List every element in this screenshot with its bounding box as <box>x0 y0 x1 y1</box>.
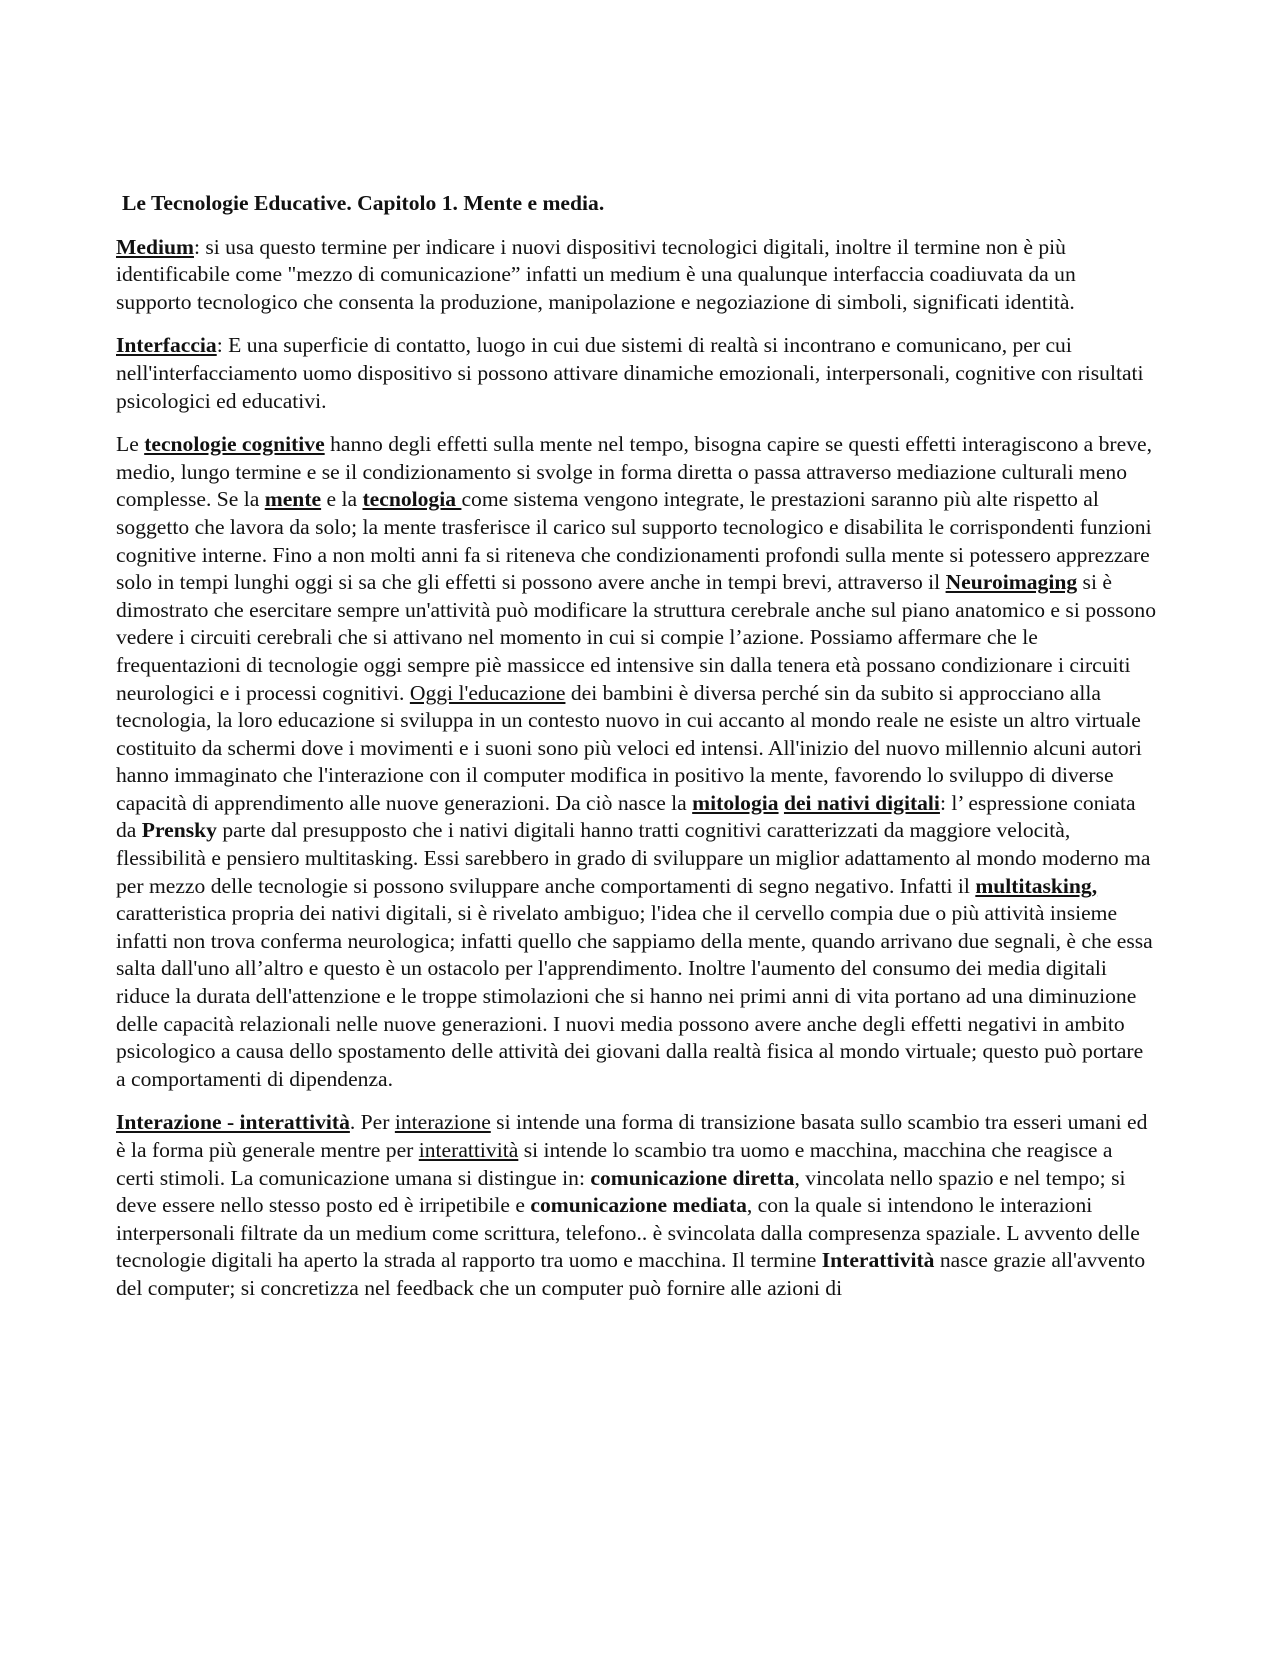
paragraph-text: nasce grazie all'avvento del computer; si concretizza nel feedback che un computer può fornire alle azioni di <box>116 1248 1146 1300</box>
paragraph-text: dei bambini è diversa perché sin da subito si approcciano alla tecnologia, la loro educazione si sviluppa in un contesto nuovo in cui accanto al mondo reale ne esiste un altro virtuale costituito da schermi dove i movimenti e i suoni sono più veloci ed intensi. All'inizio del nuovo millennio alcuni autori hanno immaginato che l'interazione con il computer modifica in positivo la mente, favorendo lo sviluppo di diverse capacità di apprendimento alle nuove generazioni. Da ciò nasce la <box>116 680 1142 815</box>
paragraph-text: : si usa questo termine per indicare i nuovi dispositivi tecnologici digitali, inoltre il termine non è più identificabile come "mezzo di comunicazione” infatti un medium è una qualunque interfaccia coadiuvata da un supporto tecnologico che consenta la produzione, manipolazione e negoziazione di simboli, significati identità. <box>116 234 1076 314</box>
paragraph-text: Le <box>116 432 145 457</box>
term-medium: Medium <box>116 234 194 259</box>
term-neuroimaging: Neuroimaging <box>945 570 1078 595</box>
term-interattivita: Interattività <box>821 1248 935 1273</box>
paragraph-interfaccia <box>116 332 1156 415</box>
paragraph-text: , con la quale si intendono le interazioni interpersonali filtrate da un medium come scrittura, telefono.. è svincolata dalla compresenza spaziale. L avvento delle tecnologie digitali ha aperto la strada al rapporto tra uomo e macchina. Il termine <box>116 1193 1140 1273</box>
paragraph-text: e la <box>321 487 363 512</box>
paragraph-text: si intende una forma di transizione basata sullo scambio tra esseri umani ed è la forma più generale mentre per <box>116 1110 1148 1162</box>
term-nativi-digitali: dei nativi digitali <box>783 790 940 815</box>
term-comunicazione-mediata: comunicazione mediata <box>530 1193 747 1218</box>
term-tecnologia: tecnologia <box>362 487 462 512</box>
paragraph-interazione <box>116 1109 1156 1302</box>
paragraph-medium <box>116 234 1156 317</box>
term-mente: mente <box>264 487 322 512</box>
paragraph-text: : E una superficie di contatto, luogo in cui due sistemi di realtà si incontrano e comunicano, per cui nell'interfacciamento uomo dispositivo si possono attivare dinamiche emozionali, interpersonali, cognitive con risultati psicologici ed educativi. <box>116 333 1144 413</box>
paragraph-text: . Per <box>349 1110 395 1135</box>
paragraph-text: : l’ espressione coniata da <box>116 790 1136 843</box>
document-page <box>116 190 1156 1319</box>
paragraph-text: come sistema vengono integrate, le prestazioni saranno più alte rispetto al soggetto che lavora da solo; la mente trasferisce il carico sul supporto tecnologico e disabilita le corrispondenti funzioni cognitive interne. Fino a non molti anni fa si riteneva che condizionamenti profondi sulla mente si potessero apprezzare solo in tempi lunghi oggi si sa che gli effetti si possono avere anche in tempi brevi, attraverso il <box>116 487 1152 595</box>
paragraph-text: si è dimostrato che esercitare sempre un'attività può modificare la struttura cerebrale anche sul piano anatomico e si possono vedere i circuiti cerebrali che si attivano nel momento in cui si compie l’azione. Possiamo affermare che le frequentazioni di tecnologie oggi sempre piè massicce ed intensive sin dalla tenera età possano condizionare i circuiti neurologici e i processi cognitivi. <box>116 570 1157 705</box>
paragraph-text: , vincolata nello spazio e nel tempo; si deve essere nello stesso posto ed è irripetibile e <box>116 1165 1126 1218</box>
term-multitasking: multitasking, <box>975 873 1098 898</box>
name-prensky: Prensky <box>141 818 217 843</box>
phrase-interazione: interazione <box>394 1110 491 1135</box>
phrase-oggi-educazione: Oggi l'educazione <box>409 680 566 705</box>
paragraph-text: caratteristica propria dei nativi digitali, si è rivelato ambiguo; l'idea che il cervello compia due o più attività insieme infatti non trova conferma neurologica; infatti quello che sappiamo della mente, quando arrivano due segnali, è che essa salta dall'uno all’altro e questo è un ostacolo per l'apprendimento. Inoltre l'aumento del consumo dei media digitali riduce la durata dell'attenzione e le troppe stimolazioni che si hanno nei primi anni di vita portano ad una diminuzione delle capacità relazionali nelle nuove generazioni. I nuovi media possono avere anche degli effetti negativi in ambito psicologico a causa dello spostamento delle attività dei giovani dalla realtà fisica al mondo virtuale; questo può portare a comportamenti di dipendenza. <box>116 901 1153 1091</box>
term-comunicazione-diretta: comunicazione diretta <box>590 1165 795 1190</box>
paragraph-text: si intende lo scambio tra uomo e macchina, macchina che reagisce a certi stimoli. La comunicazione umana si distingue in: <box>116 1138 1113 1190</box>
term-interazione-interattivita: Interazione - interattività <box>116 1110 350 1135</box>
phrase-interattivita: interattività <box>418 1138 519 1162</box>
term-tecnologie-cognitive: tecnologie cognitive <box>144 432 325 457</box>
paragraph-tecnologie-cognitive <box>116 431 1156 1093</box>
term-mitologia: mitologia <box>692 790 779 815</box>
term-interfaccia: Interfaccia <box>116 333 217 358</box>
document-title: Le Tecnologie Educative. Capitolo 1. Mente e media. <box>122 191 605 215</box>
paragraph-text: hanno degli effetti sulla mente nel tempo, bisogna capire se questi effetti interagiscono a breve, medio, lungo termine e se il condizionamento si svolge in forma diretta o passa attraverso mediazione culturali meno complesse. Se la <box>116 432 1152 512</box>
paragraph-text: parte dal presupposto che i nativi digitali hanno tratti cognitivi caratterizzati da maggiore velocità, flessibilità e pensiero multitasking. Essi sarebbero in grado di sviluppare un miglior adattamento al mondo moderno ma per mezzo delle tecnologie si possono sviluppare anche comportamenti di segno negativo. Infatti il <box>116 818 1151 898</box>
